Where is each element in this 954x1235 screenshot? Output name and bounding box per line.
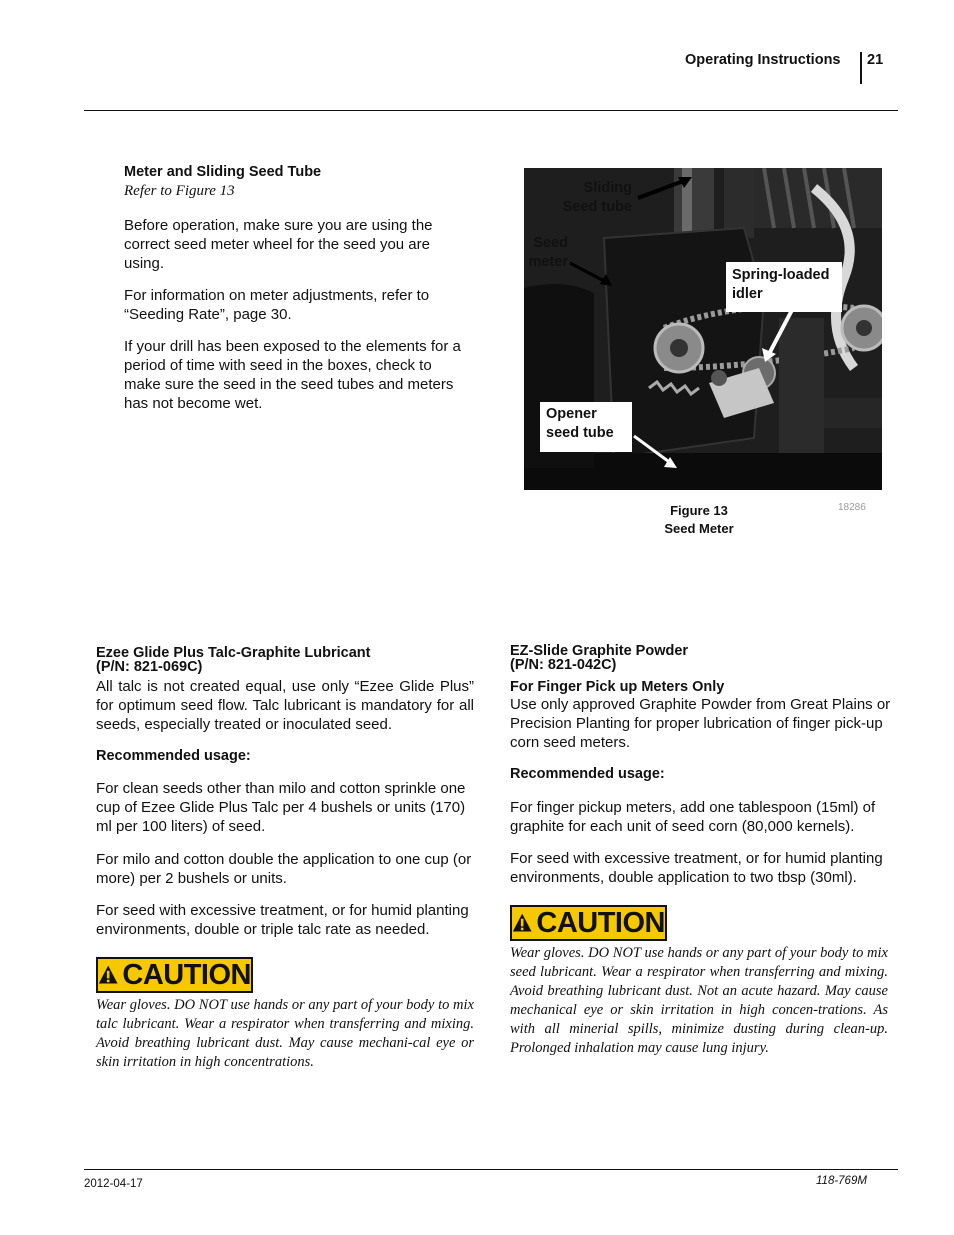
- graphite-usage-2: For seed with excessive treatment, or for humid planting environments, double application to two tbsp (30ml).: [510, 850, 883, 886]
- figure-reference: Refer to Figure 13: [124, 183, 235, 199]
- label-seed-line2: meter: [528, 254, 568, 270]
- label-spring-line2: idler: [732, 286, 763, 302]
- graphite-usage-heading: Recommended usage:: [510, 766, 665, 782]
- figure-caption: [640, 502, 758, 538]
- talc-usage-1: For clean seeds other than milo and cotton sprinkle one cup of Ezee Glide Plus Talc per 4 bushels or units (170) ml per 100 liters) of seed.: [96, 780, 466, 835]
- label-opener-seed-tube: [540, 402, 632, 452]
- graphite-intro: Use only approved Graphite Powder from Great Plains or Precision Planting for proper lubrication of finger pick-up corn seed meters.: [510, 696, 891, 751]
- figure-title: Seed Meter: [664, 521, 734, 536]
- meter-section-title: Meter and Sliding Seed Tube: [124, 164, 322, 180]
- header-divider: [860, 52, 862, 84]
- talc-caution-text: Wear gloves. DO NOT use hands or any part of your body to mix talc lubricant. Wear a respirator when transferring and mixing. Avoid breathing lubricant dust. May cause mechani-cal eye or skin irritation in high concentrations.: [96, 997, 474, 1070]
- talc-caution-label: CAUTION: [122, 958, 251, 991]
- graphite-caution-label: CAUTION: [536, 906, 665, 939]
- talc-intro: All talc is not created equal, use only “Ezee Glide Plus” for optimum seed flow. Talc lubricant is mandatory for all seeds, especially treated or inoculated seed.: [96, 678, 474, 733]
- footer-date: 2012-04-17: [84, 1178, 143, 1190]
- figure-image-id: 18286: [838, 502, 866, 513]
- talc-usage-3: For seed with excessive treatment, or for humid planting environments, double or triple talc rate as needed.: [96, 902, 469, 938]
- graphite-title-line1: EZ-Slide Graphite Powder: [510, 643, 689, 659]
- talc-title-line2: (P/N: 821-069C): [96, 659, 203, 675]
- header-rule: [84, 110, 898, 111]
- graphite-subtitle: For Finger Pick up Meters Only: [510, 679, 725, 695]
- graphite-usage-1: For finger pickup meters, add one tablespoon (15ml) of graphite for each unit of seed corn (80,000 kernels).: [510, 799, 876, 835]
- figure-number: Figure 13: [670, 503, 728, 518]
- graphite-caution-banner: [510, 905, 667, 941]
- page-number: 21: [867, 52, 884, 68]
- warning-icon: [512, 911, 532, 935]
- running-header-section: Operating Instructions: [685, 52, 841, 68]
- talc-title-line1: Ezee Glide Plus Talc-Graphite Lubricant: [96, 645, 371, 661]
- footer-doc-number: 118-769M: [816, 1175, 867, 1187]
- label-sliding-line2: Seed tube: [562, 199, 632, 215]
- warning-icon: [98, 963, 118, 987]
- label-spring-line1: Spring-loaded: [732, 267, 830, 283]
- label-spring-idler: [726, 262, 842, 312]
- meter-para-1: Before operation, make sure you are using the correct seed meter wheel for the seed you are using.: [124, 217, 433, 272]
- label-opener-line1: Opener: [546, 406, 597, 422]
- footer-rule: [84, 1169, 898, 1170]
- meter-para-2: For information on meter adjustments, refer to “Seeding Rate”, page 30.: [124, 287, 430, 323]
- talc-caution-banner: [96, 957, 253, 993]
- label-seed-meter: [524, 234, 568, 272]
- label-sliding-line1: Sliding: [583, 180, 632, 196]
- label-opener-line2: seed tube: [546, 425, 614, 441]
- talc-usage-heading: Recommended usage:: [96, 748, 251, 764]
- talc-usage-2: For milo and cotton double the application to one cup (or more) per 2 bushels or units.: [96, 851, 472, 887]
- label-sliding-seed-tube: [556, 179, 632, 217]
- graphite-title-line2: (P/N: 821-042C): [510, 657, 617, 673]
- graphite-caution-text: Wear gloves. DO NOT use hands or any part of your body to mix seed lubricant. Wear a respirator when transferring and mixing. Avoid breathing lubricant dust. Not an acute hazard. May cause mechanical eye or skin irritation in high concen-trations. As with all minerial spills, minimize dusting during clean-up. Prolonged inhalation may cause lung injury.: [510, 945, 888, 1056]
- meter-para-3: If your drill has been exposed to the elements for a period of time with seed in the boxes, check to make sure the seed in the seed tubes and meters has not become wet.: [124, 338, 461, 412]
- label-seed-line1: Seed: [533, 235, 568, 251]
